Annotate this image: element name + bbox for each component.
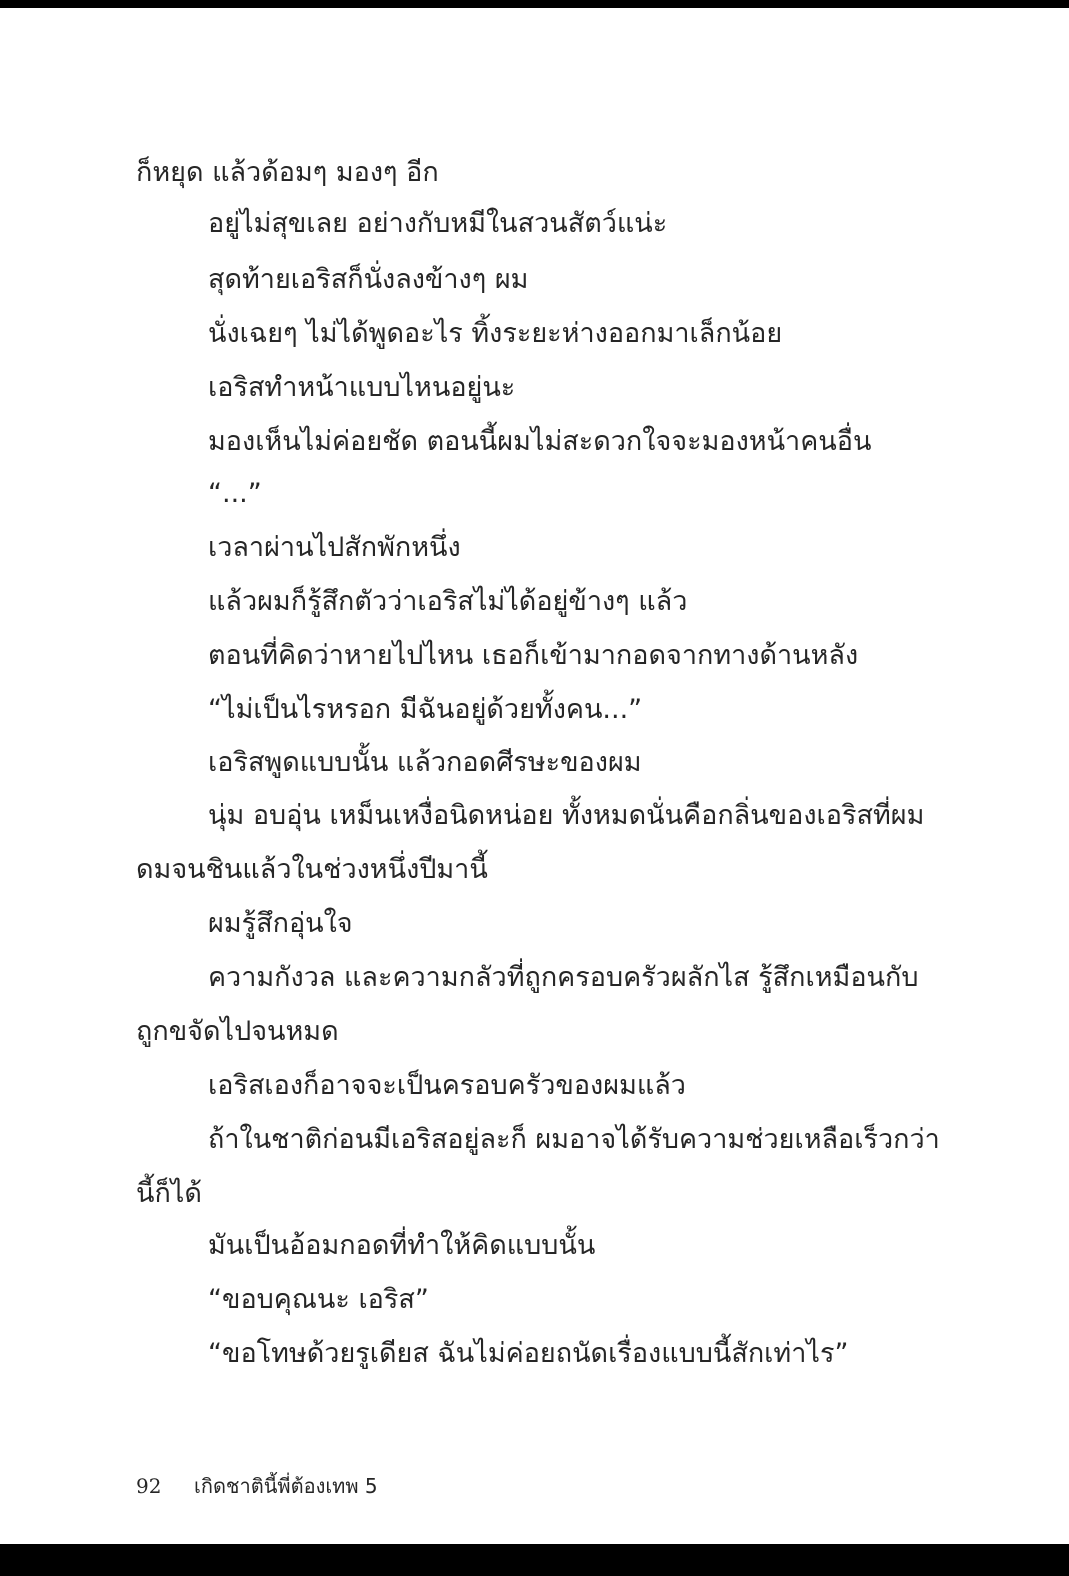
paragraph-line: แล้วผมก็รู้สึกตัวว่าเอริสไม่ได้อยู่ข้างๆ แล้ว <box>208 586 688 617</box>
top-black-border <box>0 0 1069 8</box>
paragraph-line: ก็หยุด แล้วด้อมๆ มองๆ อีก <box>136 157 439 188</box>
paragraph-line: นี้ก็ได้ <box>136 1178 202 1209</box>
paragraph-line: เวลาผ่านไปสักพักหนึ่ง <box>208 532 461 563</box>
paragraph-line: ถ้าในชาติก่อนมีเอริสอยู่ละก็ ผมอาจได้รับความช่วยเหลือเร็วกว่า <box>208 1124 940 1155</box>
running-book-title: เกิดชาตินี้พี่ต้องเทพ 5 <box>194 1474 378 1498</box>
paragraph-line: อยู่ไม่สุขเลย อย่างกับหมีในสวนสัตว์แน่ะ <box>208 208 668 239</box>
paragraph-line: นั่งเฉยๆ ไม่ได้พูดอะไร ทิ้งระยะห่างออกมาเล็กน้อย <box>208 318 783 349</box>
paragraph-line: เอริสเองก็อาจจะเป็นครอบครัวของผมแล้ว <box>208 1070 686 1101</box>
paragraph-line: มองเห็นไม่ค่อยชัด ตอนนี้ผมไม่สะดวกใจจะมองหน้าคนอื่น <box>208 426 872 457</box>
paragraph-line: ถูกขจัดไปจนหมด <box>136 1016 339 1047</box>
paragraph-line: สุดท้ายเอริสก็นั่งลงข้างๆ ผม <box>208 264 529 295</box>
paragraph-line: ดมจนชินแล้วในช่วงหนึ่งปีมานี้ <box>136 854 488 885</box>
paragraph-line: นุ่ม อบอุ่น เหม็นเหงื่อนิดหน่อย ทั้งหมดนั่นคือกลิ่นของเอริสที่ผม <box>208 800 925 831</box>
paragraph-line: ตอนที่คิดว่าหายไปไหน เธอก็เข้ามากอดจากทางด้านหลัง <box>208 640 859 671</box>
paragraph-line: “...” <box>208 478 262 509</box>
dialogue-line: “ไม่เป็นไรหรอก มีฉันอยู่ด้วยทั้งคน...” <box>208 694 643 725</box>
paragraph-line: เอริสทำหน้าแบบไหนอยู่นะ <box>208 372 516 403</box>
paragraph-line: ผมรู้สึกอุ่นใจ <box>208 908 353 939</box>
book-page <box>0 8 1069 1544</box>
dialogue-line: “ขอบคุณนะ เอริส” <box>208 1284 429 1315</box>
page-number: 92 <box>136 1474 162 1498</box>
page-footer <box>136 1470 378 1502</box>
paragraph-line: มันเป็นอ้อมกอดที่ทำให้คิดแบบนั้น <box>208 1230 596 1261</box>
paragraph-line: ความกังวล และความกลัวที่ถูกครอบครัวผลักไส รู้สึกเหมือนกับ <box>208 962 919 993</box>
bottom-black-border <box>0 1544 1069 1576</box>
dialogue-line: “ขอโทษด้วยรูเดียส ฉันไม่ค่อยถนัดเรื่องแบบนี้สักเท่าไร” <box>208 1338 849 1369</box>
paragraph-line: เอริสพูดแบบนั้น แล้วกอดศีรษะของผม <box>208 747 642 778</box>
